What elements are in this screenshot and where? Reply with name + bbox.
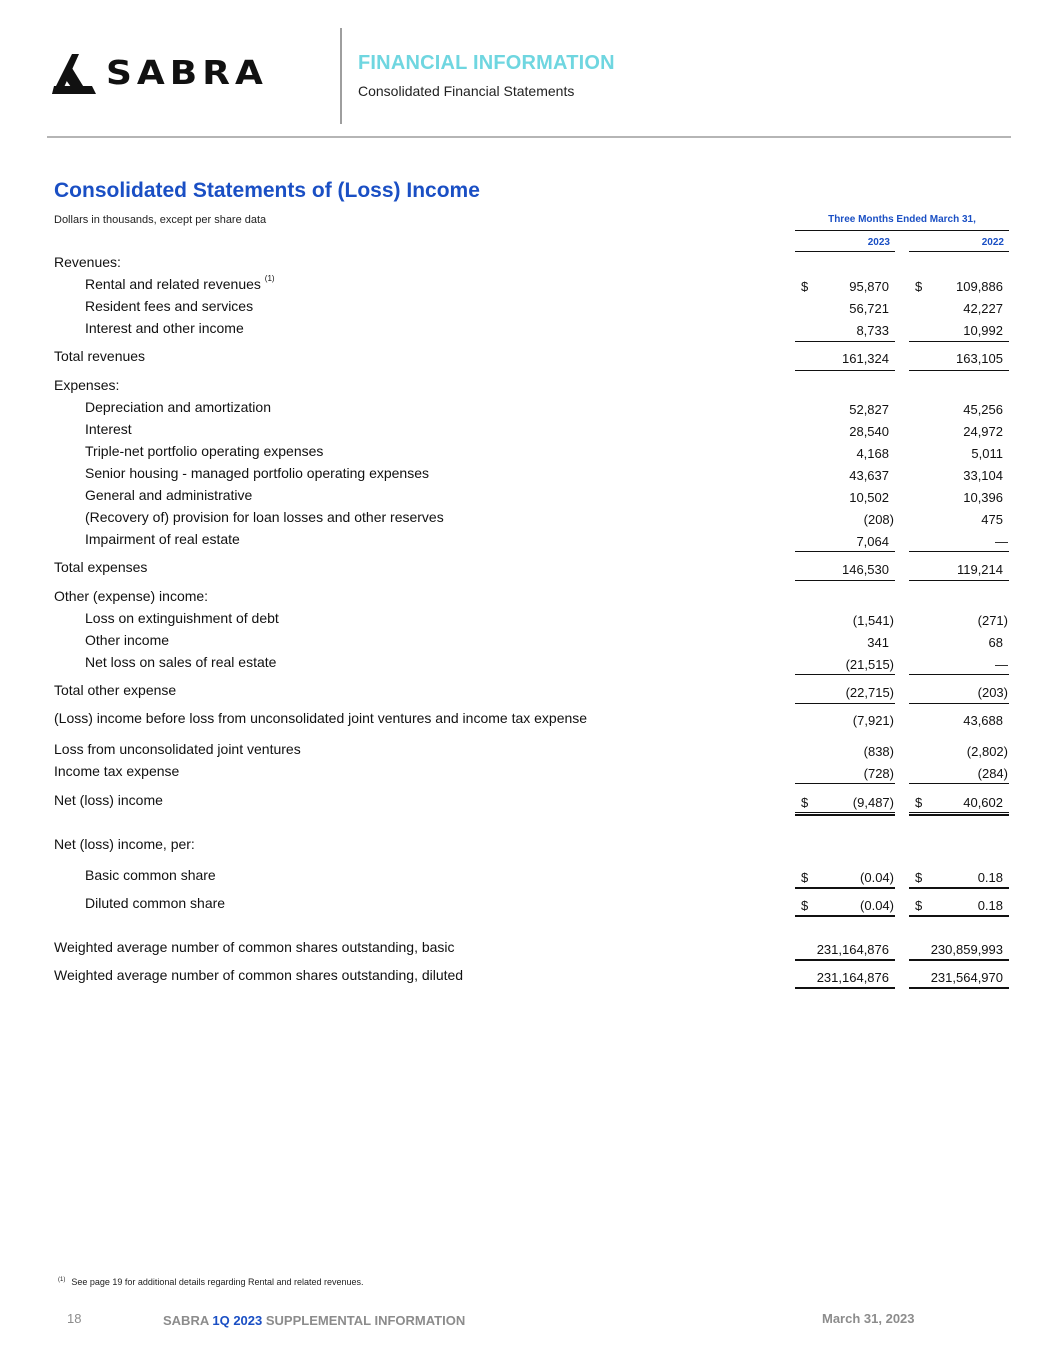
table-row xyxy=(0,895,1055,917)
value-2022: 68 xyxy=(988,635,1003,650)
value-2023: 95,870 xyxy=(849,279,889,294)
value-2023: 4,168 xyxy=(856,446,889,461)
table-row xyxy=(0,487,1055,509)
subtotal-rule xyxy=(795,783,895,784)
value-2023: 52,827 xyxy=(849,402,889,417)
section-header-expenses xyxy=(0,377,1055,399)
section-header-revenues xyxy=(0,254,1055,276)
row-label: Revenues: xyxy=(54,254,121,270)
value-2022: (2,802) xyxy=(966,744,1008,759)
sabra-mark-icon xyxy=(52,50,98,96)
thick-rule xyxy=(795,887,895,889)
footnote-marker: (1) xyxy=(58,1277,66,1283)
row-label: Total revenues xyxy=(54,348,146,364)
sabra-logo[interactable] xyxy=(52,50,268,96)
row-label: Other (expense) income: xyxy=(54,588,209,604)
logo-wordmark: SABRA xyxy=(106,54,268,92)
value-2023: (728) xyxy=(863,766,894,781)
thick-rule xyxy=(909,915,1009,917)
double-rule xyxy=(795,812,895,816)
currency-symbol: $ xyxy=(915,279,923,294)
row-label: Diluted common share xyxy=(85,895,226,911)
row-label: Income tax expense xyxy=(54,763,180,779)
footer-title: SABRA 1Q 2023 SUPPLEMENTAL INFORMATION xyxy=(163,1313,466,1328)
table-row xyxy=(0,763,1055,785)
subtotal-rule xyxy=(795,341,895,342)
thick-rule xyxy=(795,915,895,917)
total-row xyxy=(0,348,1055,370)
row-label: General and administrative xyxy=(85,487,253,503)
value-2023: (0.04) xyxy=(860,898,894,913)
currency-symbol: $ xyxy=(915,795,923,810)
subtotal-rule xyxy=(795,551,895,552)
value-2022: — xyxy=(995,534,1008,549)
row-label: Net loss on sales of real estate xyxy=(85,654,277,670)
table-row xyxy=(0,399,1055,421)
subtotal-rule xyxy=(909,551,1009,552)
row-label: Net (loss) income xyxy=(54,792,163,808)
table-row xyxy=(0,531,1055,553)
value-2023: (21,515) xyxy=(845,657,894,672)
value-2022: (271) xyxy=(977,613,1008,628)
value-2022: (203) xyxy=(977,685,1008,700)
value-2022: 230,859,993 xyxy=(930,942,1003,957)
value-2023: (838) xyxy=(863,744,894,759)
statement-title: Consolidated Statements of (Loss) Income xyxy=(54,179,480,202)
subtotal-rule xyxy=(909,674,1009,675)
table-row xyxy=(0,654,1055,676)
column-header-2022: 2022 xyxy=(981,237,1004,248)
table-row xyxy=(0,741,1055,763)
table-row xyxy=(0,421,1055,443)
value-2022: 43,688 xyxy=(963,713,1003,728)
value-2022: 119,214 xyxy=(956,562,1003,577)
period-header: Three Months Ended March 31, xyxy=(828,214,976,225)
value-2022: 42,227 xyxy=(963,301,1003,316)
row-label: Loss on extinguishment of debt xyxy=(85,610,279,626)
row-label: (Recovery of) provision for loan losses and other reserves xyxy=(85,509,444,525)
section-subtitle: Consolidated Financial Statements xyxy=(358,83,575,99)
row-label: Total expenses xyxy=(54,559,148,575)
row-label: Weighted average number of common shares outstanding, basic xyxy=(54,939,455,955)
row-label: Loss from unconsolidated joint ventures xyxy=(54,741,301,757)
table-row xyxy=(0,610,1055,632)
page-number: 18 xyxy=(67,1311,82,1326)
row-label: Resident fees and services xyxy=(85,298,254,314)
value-2023: 43,637 xyxy=(849,468,889,483)
currency-symbol: $ xyxy=(801,870,809,885)
row-label: Expenses: xyxy=(54,377,120,393)
thick-rule xyxy=(909,887,1009,889)
column-rule xyxy=(795,251,895,252)
value-2023: (208) xyxy=(863,512,894,527)
footnote-marker[interactable]: (1) xyxy=(264,274,275,283)
value-2023: (9,487) xyxy=(852,795,894,810)
total-rule xyxy=(909,580,1009,581)
footer-quarter: 1Q 2023 xyxy=(212,1313,263,1328)
subtotal-rule xyxy=(909,341,1009,342)
subtotal-rule xyxy=(909,783,1009,784)
value-2023: (22,715) xyxy=(845,685,894,700)
thick-rule xyxy=(909,959,1009,961)
section-header-per-share xyxy=(0,836,1055,858)
value-2022: 10,992 xyxy=(963,323,1003,338)
row-label: Total other expense xyxy=(54,682,177,698)
table-row xyxy=(0,509,1055,531)
row-label: Depreciation and amortization xyxy=(85,399,271,415)
table-row xyxy=(0,443,1055,465)
total-rule xyxy=(795,580,895,581)
total-rule xyxy=(795,370,895,371)
currency-symbol: $ xyxy=(801,279,809,294)
table-row xyxy=(0,298,1055,320)
value-2022: 109,886 xyxy=(956,279,1003,294)
value-2023: 56,721 xyxy=(849,301,889,316)
section-header-other xyxy=(0,588,1055,610)
thick-rule xyxy=(795,959,895,961)
row-label: Impairment of real estate xyxy=(85,531,240,547)
column-header-2023: 2023 xyxy=(867,237,890,248)
table-row xyxy=(0,867,1055,889)
row-label: Rental and related revenues $^{(1)}$ xyxy=(85,274,275,292)
value-2023: 10,502 xyxy=(849,490,889,505)
row-label: Weighted average number of common shares outstanding, diluted xyxy=(54,967,464,983)
value-2023: (1,541) xyxy=(852,613,894,628)
value-2023: 28,540 xyxy=(849,424,889,439)
page-header xyxy=(0,0,1055,138)
total-row xyxy=(0,559,1055,581)
header-divider xyxy=(340,28,342,124)
value-2023: 7,064 xyxy=(856,534,889,549)
row-label: Net (loss) income, per: xyxy=(54,836,195,852)
table-row xyxy=(0,967,1055,989)
table-row xyxy=(0,632,1055,654)
section-title: FINANCIAL INFORMATION xyxy=(358,52,615,74)
footnote xyxy=(58,1277,364,1287)
row-label: Interest and other income xyxy=(85,320,244,336)
table-row xyxy=(0,276,1055,298)
total-rule xyxy=(909,370,1009,371)
footer-date: March 31, 2023 xyxy=(822,1311,915,1326)
currency-symbol: $ xyxy=(801,795,809,810)
double-rule xyxy=(909,812,1009,816)
value-2022: 5,011 xyxy=(971,446,1003,461)
row-label: Basic common share xyxy=(85,867,216,883)
row-label: Interest xyxy=(85,421,132,437)
value-2023: (0.04) xyxy=(860,870,894,885)
value-2022: 33,104 xyxy=(963,468,1003,483)
value-2023: 8,733 xyxy=(856,323,889,338)
total-row xyxy=(0,682,1055,704)
thick-rule xyxy=(909,987,1009,989)
value-2022: — xyxy=(995,657,1008,672)
currency-symbol: $ xyxy=(801,898,809,913)
units-note: Dollars in thousands, except per share data xyxy=(54,214,267,226)
thick-rule xyxy=(795,987,895,989)
value-2023: 341 xyxy=(867,635,889,650)
total-rule xyxy=(795,703,895,704)
value-2023: 146,530 xyxy=(842,562,889,577)
subtotal-rule xyxy=(795,674,895,675)
value-2023: 231,164,876 xyxy=(816,942,889,957)
currency-symbol: $ xyxy=(915,898,923,913)
header-rule xyxy=(47,136,1011,138)
table-row xyxy=(0,465,1055,487)
value-2022: 40,602 xyxy=(963,795,1003,810)
value-2022: 231,564,970 xyxy=(930,970,1003,985)
value-2022: 24,972 xyxy=(963,424,1003,439)
total-rule xyxy=(909,703,1009,704)
value-2022: 0.18 xyxy=(977,898,1003,913)
value-2023: (7,921) xyxy=(852,713,894,728)
value-2023: 231,164,876 xyxy=(816,970,889,985)
table-row xyxy=(0,939,1055,961)
value-2022: 475 xyxy=(981,512,1003,527)
total-row xyxy=(0,710,1055,732)
row-label: Triple-net portfolio operating expenses xyxy=(85,443,324,459)
net-income-row xyxy=(0,792,1055,814)
row-label: (Loss) income before loss from unconsolidated joint ventures and income tax expense xyxy=(54,710,588,726)
period-rule xyxy=(795,230,1009,231)
value-2022: 10,396 xyxy=(963,490,1003,505)
value-2023: 161,324 xyxy=(842,351,889,366)
footnote-text: See page 19 for additional details regarding Rental and related revenues. xyxy=(71,1277,364,1287)
table-row xyxy=(0,320,1055,342)
value-2022: 0.18 xyxy=(977,870,1003,885)
currency-symbol: $ xyxy=(915,870,923,885)
value-2022: 45,256 xyxy=(963,402,1003,417)
value-2022: (284) xyxy=(977,766,1008,781)
column-rule xyxy=(909,251,1009,252)
value-2022: 163,105 xyxy=(956,351,1003,366)
row-label: Other income xyxy=(85,632,170,648)
row-label: Senior housing - managed portfolio operating expenses xyxy=(85,465,430,481)
